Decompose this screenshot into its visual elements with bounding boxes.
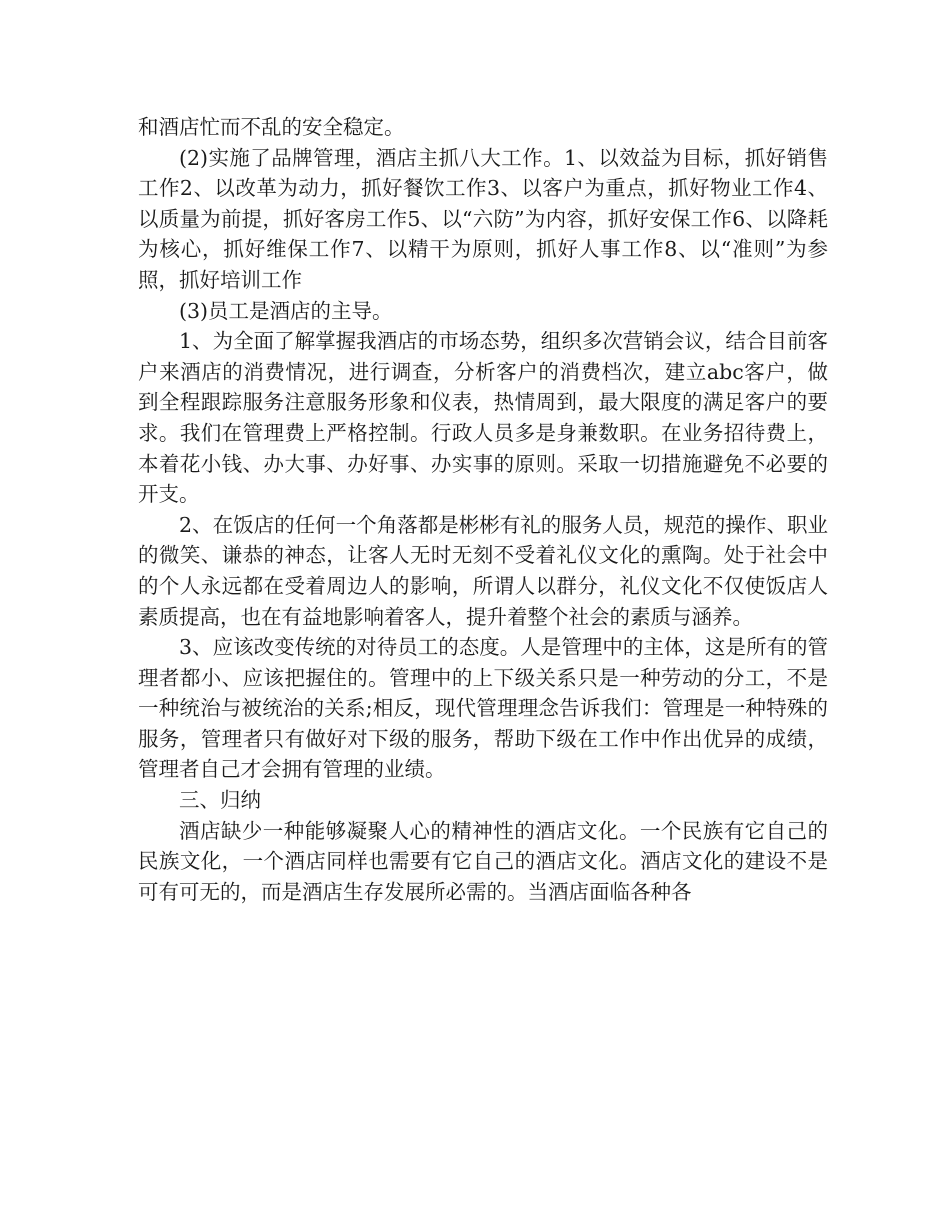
section-heading-summary: 三、归纳 — [179, 788, 261, 813]
paragraph-item-2: 2、在饭店的任何一个角落都是彬彬有礼的服务人员，规范的操作、职业的微笑、谦恭的神态，让客人无时无刻不受着礼仪文化的熏陶。处于社会中的个人永远都在受着周边人的影响，所谓人以群分，礼仪文化不仅使饭店人素质提高，也在有益地影响着客人，提升着整个社会的素质与涵养。 — [138, 512, 828, 629]
paragraph-item-1: 1、为全面了解掌握我酒店的市场态势，组织多次营销会议，结合目前客户来酒店的消费情况，进行调查，分析客户的消费档次，建立abc客户，做到全程跟踪服务注意服务形象和仪表，热情周到，最大限度的满足客户的要求。我们在管理费上严格控制。行政人员多是身兼数职。在业务招待费上，本着花小钱、办大事、办好事、办实事的原则。采取一切措施避免不必要的开支。 — [138, 329, 828, 507]
paragraph-heading-staff: (3)员工是酒店的主导。 — [179, 298, 393, 323]
paragraph-item-3: 3、应该改变传统的对待员工的态度。人是管理中的主体，这是所有的管理者都小、应该把握住的。管理中的上下级关系只是一种劳动的分工，不是一种统治与被统治的关系;相反，现代管理理念告诉我们：管理是一种特殊的服务，管理者只有做好对下级的服务，帮助下级在工作中作出优异的成绩，管理者自己才会拥有管理的业绩。 — [138, 635, 828, 782]
paragraph-summary: 酒店缺少一种能够凝聚人心的精神性的酒店文化。一个民族有它自己的民族文化，一个酒店同样也需要有它自己的酒店文化。酒店文化的建设不是可有可无的，而是酒店生存发展所必需的。当酒店面临各种各 — [138, 818, 828, 904]
document-body — [138, 112, 828, 907]
paragraph-brand-management: (2)实施了品牌管理，酒店主抓八大工作。1、以效益为目标，抓好销售工作2、以改革为动力，抓好餐饮工作3、以客户为重点，抓好物业工作4、以质量为前提，抓好客房工作5、以“六防”为内容，抓好安保工作6、以降耗为核心，抓好维保工作7、以精干为原则，抓好人事工作8、以“准则”为参照，抓好培训工作 — [138, 145, 828, 292]
paragraph-continuation: 和酒店忙而不乱的安全稳定。 — [138, 115, 405, 139]
